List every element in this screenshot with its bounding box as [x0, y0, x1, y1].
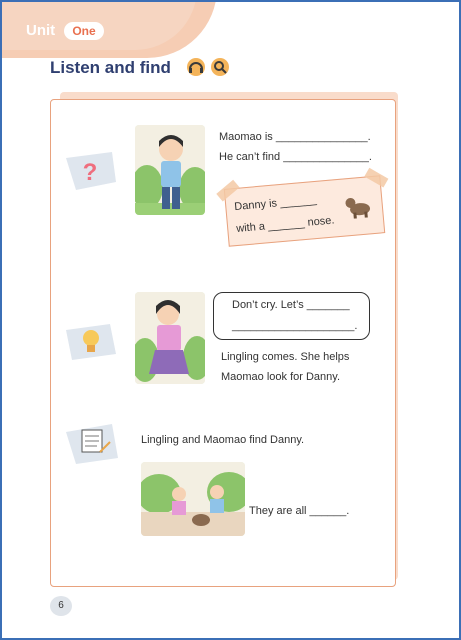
block1-line1: Maomao is _______________.	[219, 131, 371, 143]
note-line1: Danny is ______	[233, 193, 318, 214]
block1-line2: He can’t find ______________.	[219, 151, 372, 163]
magnifier-icon	[211, 58, 229, 76]
dog-icon	[344, 191, 377, 224]
block2-text-line2: Maomao look for Danny.	[221, 371, 341, 383]
block3-line1: Lingling and Maomao find Danny.	[141, 434, 305, 446]
svg-text:?: ?	[82, 159, 98, 186]
bubble-line2: ____________________.	[232, 320, 358, 332]
girl-illustration	[135, 292, 205, 384]
unit-label: Unit	[26, 22, 56, 39]
note-line2: with a ______ nose.	[235, 214, 335, 235]
block3-line2: They are all ______.	[249, 505, 350, 517]
boy-illustration	[135, 125, 205, 215]
lightbulb-icon	[62, 320, 118, 362]
bubble-line1: Don’t cry. Let’s _______	[232, 299, 350, 311]
question-mark-icon	[62, 150, 118, 192]
children-with-dog-illustration	[141, 462, 245, 536]
page-number: 6	[50, 596, 72, 616]
headphones-icon	[187, 58, 205, 76]
section-title: Listen and find	[50, 58, 171, 77]
block2-text-line1: Lingling comes. She helps	[221, 351, 350, 363]
speech-bubble	[213, 292, 370, 340]
unit-number-badge: One	[64, 22, 104, 40]
scroll-pen-icon	[64, 422, 120, 464]
